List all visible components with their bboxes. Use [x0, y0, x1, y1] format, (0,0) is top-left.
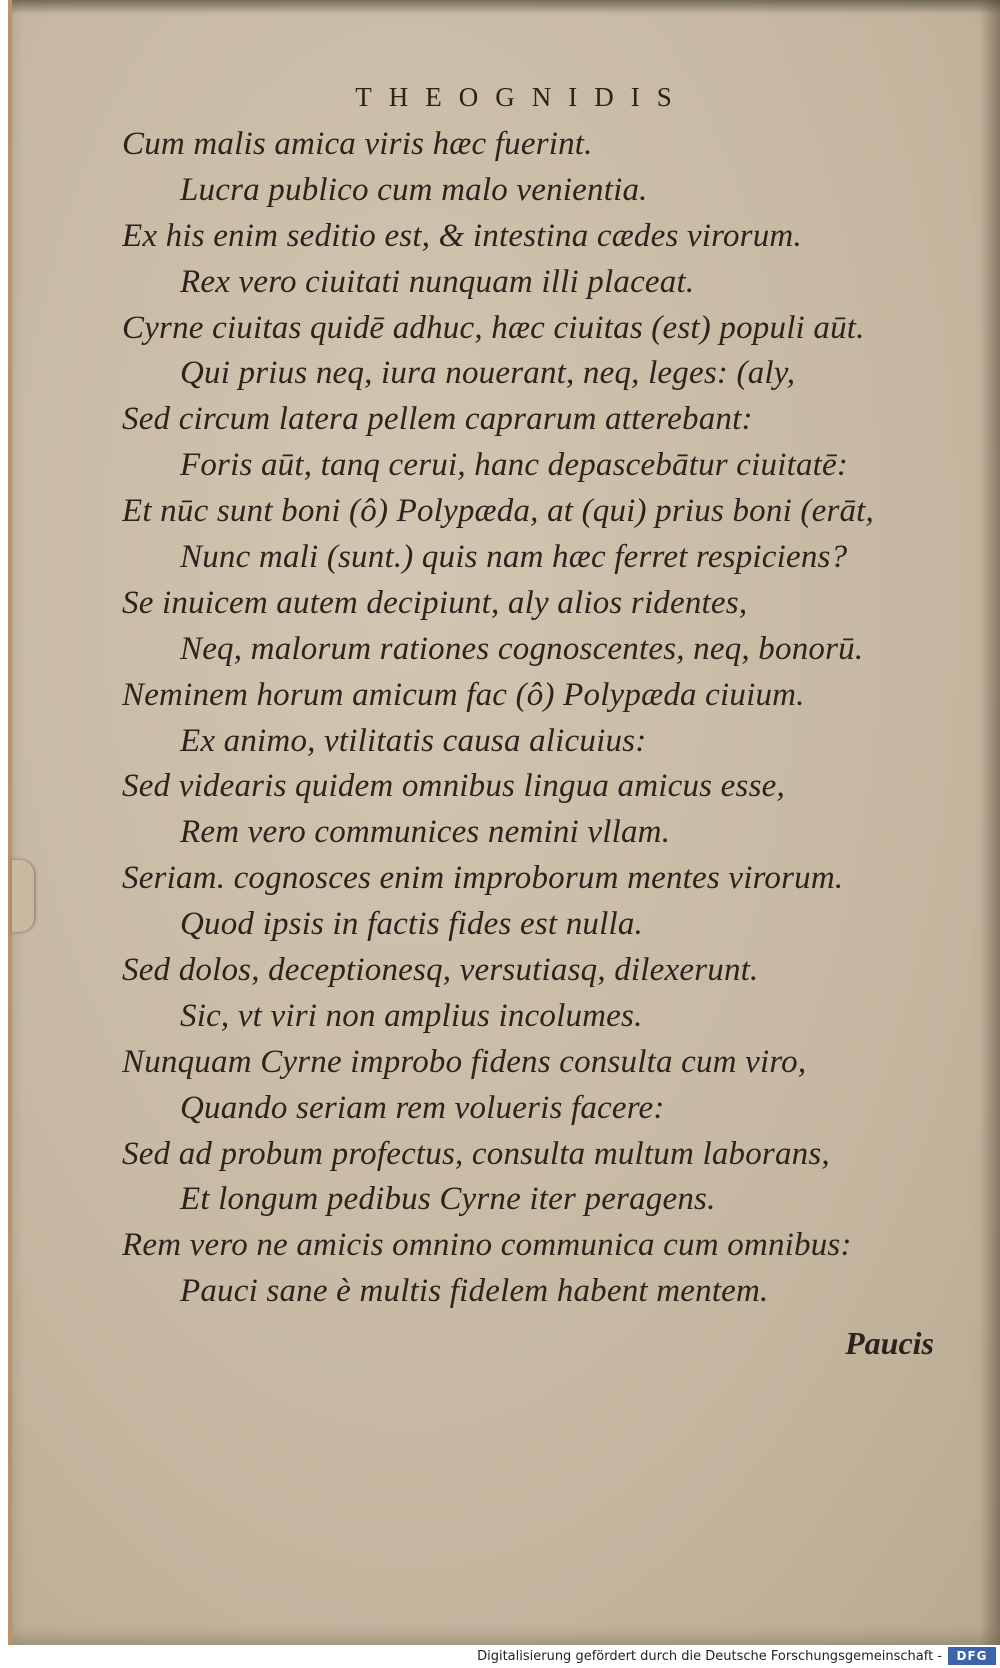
book-page — [8, 0, 1000, 1645]
verse-line: Foris aūt, tanq cerui, hanc depascebātur ciuitatē: — [180, 447, 849, 484]
verse-line: Sed dolos, deceptionesq, versutiasq, dilexerunt. — [122, 952, 759, 989]
verse-line: Rex vero ciuitati nunquam illi placeat. — [180, 263, 695, 300]
dfg-logo: DFG — [948, 1647, 996, 1665]
verse-block — [122, 122, 942, 1315]
verse-line: Qui prius neq, iura nouerant, neq, leges: (aly, — [180, 355, 796, 392]
verse-line: Quando seriam rem volueris facere: — [180, 1089, 665, 1126]
verse-line: Quod ipsis in factis fides est nulla. — [180, 906, 643, 943]
verse-line: Ex his enim seditio est, & intestina cædes virorum. — [122, 217, 802, 254]
verse-line: Cyrne ciuitas quidē adhuc, hæc ciuitas (est) populi aūt. — [122, 309, 865, 346]
verse-line: Et nūc sunt boni (ô) Polypæda, at (qui) prius boni (erāt, — [122, 493, 874, 530]
verse-line: Neq, malorum rationes cognoscentes, neq, bonorū. — [180, 630, 864, 667]
verse-line: Rem vero ne amicis omnino communica cum omnibus: — [122, 1227, 852, 1264]
verse-line: Lucra publico cum malo venientia. — [180, 171, 648, 208]
footer-bar — [0, 1645, 1000, 1668]
verse-line: Et longum pedibus Cyrne iter peragens. — [180, 1181, 716, 1218]
verse-line: Sic, vt viri non amplius incolumes. — [180, 997, 643, 1034]
verse-line: Pauci sane è multis fidelem habent mentem. — [180, 1273, 769, 1310]
verse-line: Seriam. cognosces enim improborum mentes virorum. — [122, 860, 844, 897]
digitization-credit: Digitalisierung gefördert durch die Deutsche Forschungsgemeinschaft - — [477, 1649, 942, 1664]
page-top-edge — [12, 0, 1000, 14]
verse-line: Neminem horum amicum fac (ô) Polypæda ciuium. — [122, 676, 805, 713]
verse-line: Ex animo, vtilitatis causa alicuius: — [180, 722, 647, 759]
verse-line: Sed ad probum profectus, consulta multum laborans, — [122, 1135, 830, 1172]
verse-line: Sed videaris quidem omnibus lingua amicus esse, — [122, 768, 785, 805]
verse-line: Nunc mali (sunt.) quis nam hæc ferret respiciens? — [180, 539, 848, 576]
verse-line: Nunquam Cyrne improbo fidens consulta cum viro, — [122, 1043, 807, 1080]
catchword: Paucis — [845, 1325, 934, 1361]
verse-line: Rem vero communices nemini vllam. — [180, 814, 671, 851]
running-head: THEOGNIDIS — [355, 82, 689, 112]
verse-line: Se inuicem autem decipiunt, aly alios ridentes, — [122, 584, 748, 621]
verse-line: Cum malis amica viris hæc fuerint. — [122, 126, 593, 162]
page-gutter-shadow — [980, 0, 1000, 1645]
page-clip-tab — [12, 860, 34, 932]
verse-line: Sed circum latera pellem caprarum atterebant: — [122, 401, 753, 438]
